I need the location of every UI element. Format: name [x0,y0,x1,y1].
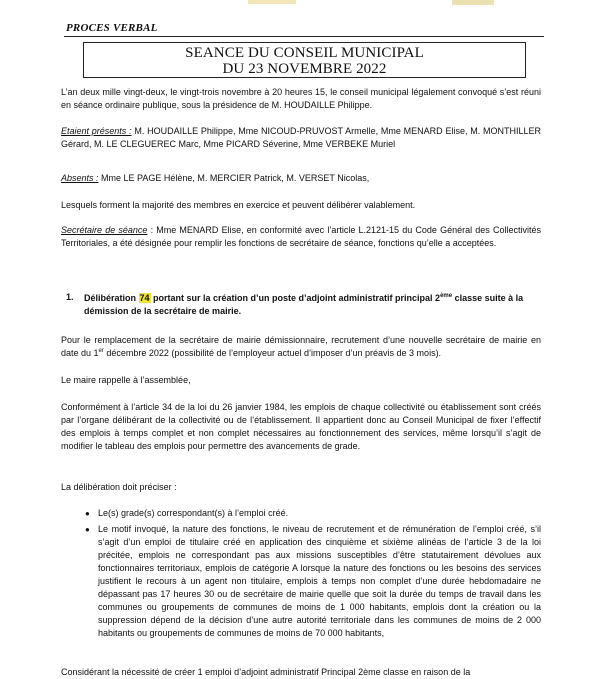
session-title-box [83,42,526,78]
section-title-sup: ème [440,293,453,299]
absent-label: Absents : [61,173,99,183]
absent-list: Mme LE PAGE Hélène, M. MERCIER Patrick, M. VERSET Nicolas, [98,173,370,183]
secretary-label: Secrétaire de séance [61,225,148,235]
section-title-part: classe suite à la démission de la secrétaire de mairie. [84,293,524,316]
session-title-line2: DU 23 NOVEMBRE 2022 [222,61,387,77]
secretary-paragraph [61,224,541,250]
present-label: Etaient présents : [61,126,132,136]
absent-paragraph [61,172,541,185]
replacement-text: Pour le remplacement de la secrétaire de mairie démissionnaire, recrutement d’une nouvelle secrétaire de mairie en date du 1 [61,335,541,358]
replacement-paragraph [61,334,541,360]
top-decoration-left [248,0,296,4]
replacement-sup: er [98,348,104,354]
deliberation-number-highlight: 74 [139,293,150,303]
section-title [84,292,542,318]
document-header-label: PROCES VERBAL [66,22,158,34]
preciser-paragraph: La délibération doit préciser : [61,482,177,492]
section-title-part: portant sur la création d’un poste d’adjoint administratif principal 2 [150,293,441,303]
present-paragraph [61,125,541,151]
section-number: 1. [66,292,74,302]
cutoff-paragraph: Considérant la nécessité de créer 1 emploi d’adjoint administratif Principal 2ème classe en raison de la [61,667,471,677]
session-title-line1: SEANCE DU CONSEIL MUNICIPAL [185,45,424,61]
present-list: M. HOUDAILLE Philippe, Mme NICOUD-PRUVOST Armelle, Mme MENARD Elise, M. MONTHILLER Gérard, M. LE CLEGUEREC Marc, Mme PICARD Séverine, Mme VERBEKE Muriel [61,126,542,149]
quorum-paragraph: Lesquels forment la majorité des membres en exercice et peuvent délibérer valablement. [61,200,416,210]
law-paragraph: Conformément à l’article 34 de la loi du 26 janvier 1984, les emplois de chaque collectivité ou établissement sont créés par l’organe délibérant de la collectivité ou de l’établissement. Il appartient donc au Conseil Municipal de fixer l’effectif des emplois à temps complet et non complet nécessaires au fonctionnement des services, même lorsqu’il s’agit de modifier le tableau des emplois pour permettre des avancements de grade. [61,402,541,451]
secretary-text: : Mme MENARD Elise, en conformité avec l’article L.2121-15 du Code Général des Collectivités Territoriales, a été désignée pour remplir les fonctions de secrétaire de séance, fonctions qu’elle a acceptées. [61,225,541,248]
bullet-item: Le motif invoqué, la nature des fonctions, le niveau de recrutement et de rémunération de l’emploi créé, s’il s’agit d’un emploi de titulaire créé en application des cinquième et sixième alinéas de l’article 3 de la loi précitée, emplois ne correspondant pas aux missions susceptibles d’être statutairement dévolues aux fonctionnaires territoriaux, emplois de catégorie A lorsque la nature des fonctions ou les besoins des services justifient le recours à un agent non titulaire, emplois à temps non complet d’une durée hebdomadaire ne dépassant pas 17 heures 30 ou de secrétaire de mairie quelle que soit la durée du temps de travail dans les communes ou groupements de communes de moins de 1 000 habitants, emplois dont la création ou la suppression dépend de la décision d’une autre autorité territoriale dans les communes de moins de 2 000 habitants ou groupements de communes de moins de 70 000 habitants, [98,524,541,638]
bullet-item: Le(s) grade(s) correspondant(s) à l’emploi créé. [98,508,289,518]
section-title-part: Délibération [84,293,139,303]
top-decoration-right [452,0,494,5]
bullet-marker: ● [85,525,90,534]
bullet-marker: ● [85,509,90,518]
header-divider [64,36,544,37]
rappel-paragraph: Le maire rappelle à l’assemblée, [61,375,191,385]
intro-paragraph: L’an deux mille vingt-deux, le vingt-trois novembre à 20 heures 15, le conseil municipal légalement convoqué s’est réuni en séance ordinaire publique, sous la présidence de M. HOUDAILLE Philippe. [61,87,541,110]
replacement-text: décembre 2022 (possibilité de l’employeur actuel d’imposer d’un préavis de 3 mois). [103,348,442,358]
